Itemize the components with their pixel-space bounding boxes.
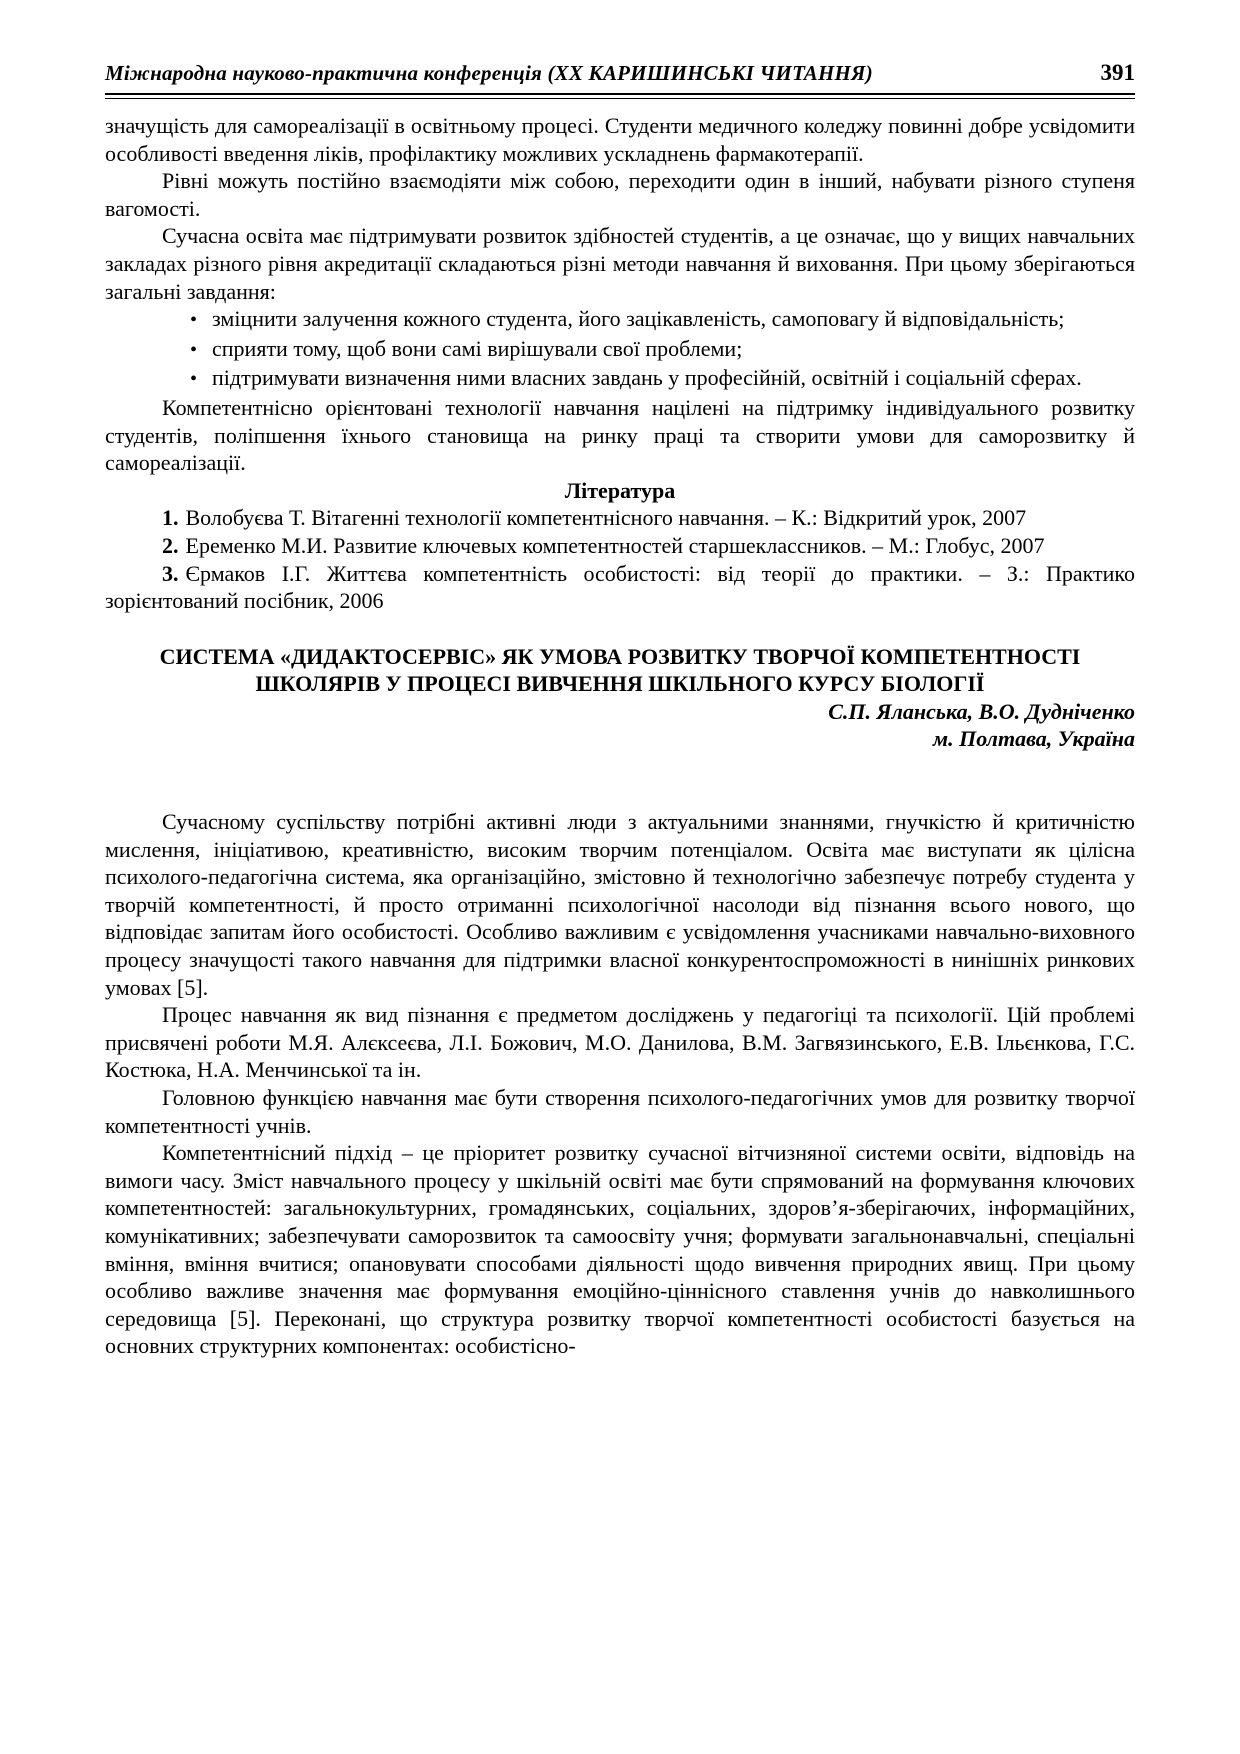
- reference-text: Єрмаков І.Г. Життєва компетентність особистості: від теорії до практики. – З.: Практико зорієнтований посібник, 2006: [105, 560, 1135, 614]
- bullet-icon: •: [190, 309, 198, 332]
- paragraph: Сучасному суспільству потрібні активні люди з актуальними знаннями, гнучкістю й критичністю мислення, ініціативою, креативністю, високим творчим потенціалом. Освіта має виступати як цілісна психолого-педагогічна система, яка організаційно, змістовно й технологічно забезпечує потребу студента у творчій компетентності, й просто отриманні психологічної насолоди від пізнання всього нового, що відповідає запитам його особистості. Особливо важливим є усвідомлення учасниками навчально-виховного процесу значущості такого навчання для підтримки власної конкурентоспроможності в нинішніх ринкових умовах [5].: [105, 809, 1135, 1000]
- paragraph: Компетентнісний підхід – це пріоритет розвитку сучасної вітчизняної системи освіти, відповідь на вимоги часу. Зміст навчального процесу у шкільній освіті має бути спрямований на формування ключових компетентностей: загальнокультурних, громадянських, соціальних, здоров’я-зберігаючих, інформаційних, комунікативних; забезпечувати саморозвиток та самоосвіту учня; формувати загальнонавчальні, спеціальні вміння, вміння вчитися; опановувати способами діяльності щодо вивчення природних явищ. При цьому особливо важливе значення має формування емоційно-ціннісного ставлення учнів до навколишнього середовища [5]. Переконані, що структура розвитку творчої компетентності особистості базується на основних структурних компонентах: особистісно-: [105, 1140, 1135, 1359]
- paragraph: Компетентнісно орієнтовані технології навчання націлені на підтримку індивідуального розвитку студентів, поліпшення їхнього становища на ринку праці та створити умови для саморозвитку й самореалізації.: [105, 394, 1135, 476]
- paragraph: Процес навчання як вид пізнання є предметом досліджень у педагогіці та психології. Цій проблемі присвячені роботи М.Я. Алєксеєва, Л.І. Божович, М.О. Данилова, В.М. Загвязинського, Е.В. Ільєнкова, Г.С. Костюка, Н.А. Менчинської та ін.: [105, 1002, 1135, 1083]
- reference-text: Волобуєва Т. Вітагенні технології компетентнісного навчання. – К.: Відкритий урок, 2007: [185, 505, 1027, 531]
- bullet-item: [105, 305, 1135, 335]
- reference-text: Еременко М.И. Развитие ключевых компетентностей старшеклассников. – М.: Глобус, 2007: [185, 532, 1045, 558]
- bullet-text: підтримувати визначення ними власних завдань у професійній, освітній і соціальній сферах.: [212, 365, 1082, 391]
- reference-item: [105, 504, 1135, 532]
- reference-number: 1.: [162, 505, 179, 531]
- reference-number: 2.: [162, 532, 179, 558]
- paragraph: Рівні можуть постійно взаємодіяти між собою, переходити один в інший, набувати різного ступеня вагомості.: [105, 168, 1135, 221]
- reference-item: [105, 532, 1135, 560]
- running-title: Міжнародна науково-практична конференція (XX КАРИШИНСЬКІ ЧИТАННЯ): [105, 61, 873, 85]
- authors-line: С.П. Яланська, В.О. Дудніченко: [828, 698, 1135, 724]
- page-header: [105, 60, 1135, 93]
- bullet-text: зміцнити залучення кожного студента, його зацікавленість, самоповагу й відповідальність;: [212, 306, 1065, 332]
- bullet-icon: •: [190, 338, 198, 361]
- reference-item: [105, 560, 1135, 615]
- bullet-text: сприяти тому, щоб вони самі вирішували свої проблеми;: [212, 335, 743, 361]
- header-rule: [105, 93, 1135, 99]
- bullet-icon: •: [190, 368, 198, 391]
- paragraph: Сучасна освіта має підтримувати розвиток здібностей студентів, а це означає, що у вищих навчальних закладах різного рівня акредитації складаються різні методи навчання й виховання. При цьому зберігаються загальні завдання:: [105, 223, 1135, 304]
- reference-number: 3.: [162, 560, 179, 586]
- literature-heading: Література: [564, 477, 676, 503]
- location-line: м. Полтава, Україна: [933, 726, 1135, 752]
- bullet-item: [105, 364, 1135, 394]
- article-title: СИСТЕМА «ДИДАКТОСЕРВІС» ЯК УМОВА РОЗВИТКУ ТВОРЧОЇ КОМПЕТЕНТНОСТІ ШКОЛЯРІВ У ПРОЦЕСІ ВИВЧЕННЯ ШКІЛЬНОГО КУРСУ БІОЛОГІЇ: [159, 643, 1081, 697]
- page-number: 391: [1100, 60, 1135, 85]
- paragraph: значущість для самореалізації в освітньому процесі. Студенти медичного коледжу повинні добре усвідомити особливості введення ліків, профілактику можливих ускладнень фармакотерапії.: [105, 113, 1135, 166]
- page-content: [105, 112, 1135, 1360]
- paragraph: Головною функцією навчання має бути створення психолого-педагогічних умов для розвитку творчої компетентності учнів.: [105, 1085, 1135, 1138]
- bullet-item: [105, 335, 1135, 365]
